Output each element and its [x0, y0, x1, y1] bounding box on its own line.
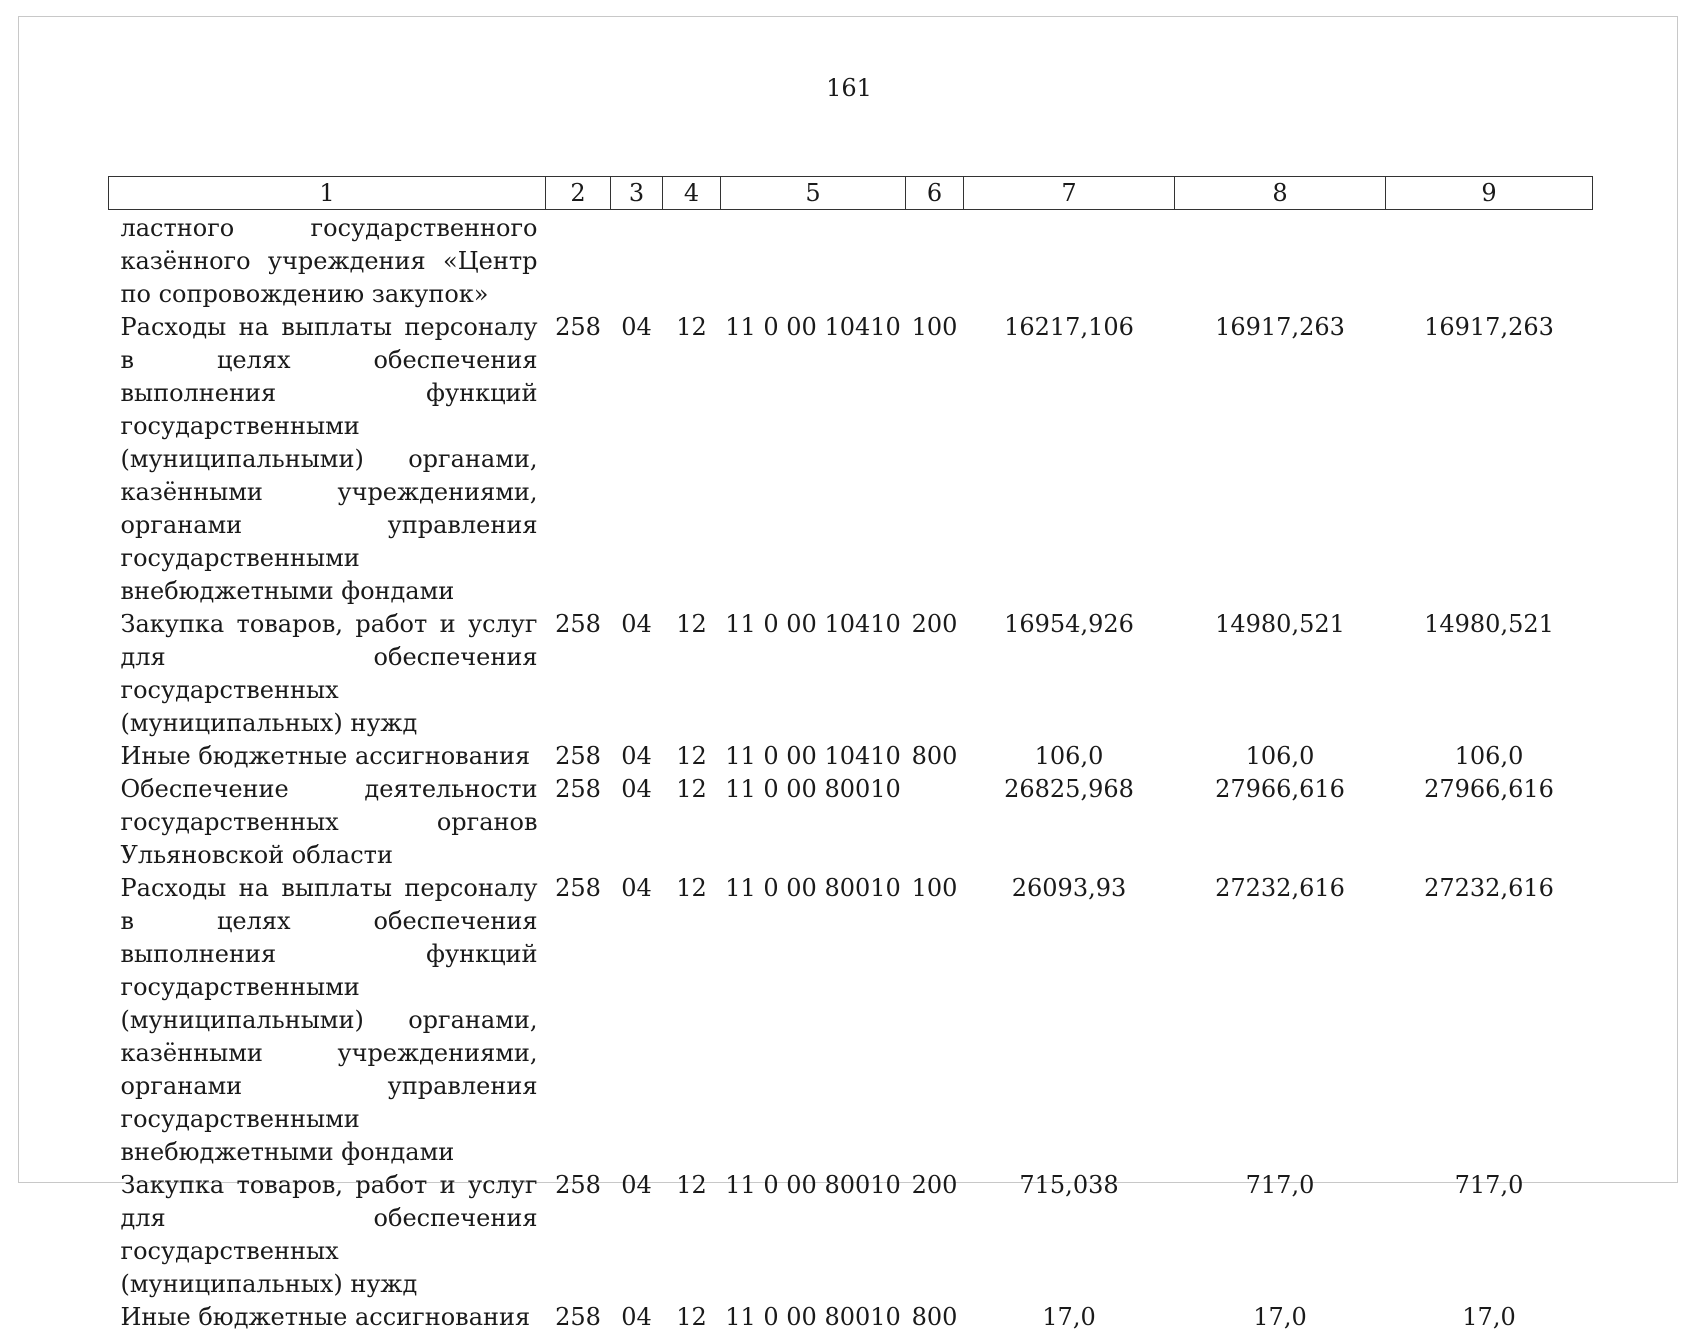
value-year-2 [1175, 210, 1386, 312]
table-row [109, 1301, 1593, 1334]
table-row [109, 210, 1593, 312]
value-year-1: 715,038 [964, 1169, 1175, 1301]
row-name: ластного государственного казённого учреждения «Центр по сопровождению закупок» [109, 210, 546, 312]
value-year-1: 26093,93 [964, 872, 1175, 1169]
rz-code: 258 [546, 740, 611, 773]
value-year-2: 27966,616 [1175, 773, 1386, 872]
csr-code-target: 11 0 00 80010 [721, 1301, 906, 1334]
csr-code: 12 [663, 740, 721, 773]
pr-code: 04 [611, 872, 663, 1169]
table-body [109, 210, 1593, 1334]
column-header: 8 [1175, 177, 1386, 210]
table-row [109, 740, 1593, 773]
value-year-3 [1386, 210, 1593, 312]
value-year-3: 27966,616 [1386, 773, 1593, 872]
column-header: 6 [906, 177, 964, 210]
pr-code: 04 [611, 608, 663, 740]
rz-code: 258 [546, 1301, 611, 1334]
csr-code: 12 [663, 1301, 721, 1334]
value-year-3: 717,0 [1386, 1169, 1593, 1301]
vr-code: 100 [906, 311, 964, 608]
table-row [109, 872, 1593, 1169]
csr-code: 12 [663, 608, 721, 740]
value-year-2: 16917,263 [1175, 311, 1386, 608]
vr-code [906, 773, 964, 872]
vr-code: 800 [906, 740, 964, 773]
column-header: 1 [109, 177, 546, 210]
csr-code-target: 11 0 00 80010 [721, 773, 906, 872]
table-row [109, 311, 1593, 608]
value-year-3: 16917,263 [1386, 311, 1593, 608]
column-header: 7 [964, 177, 1175, 210]
table-row [109, 1169, 1593, 1301]
rz-code: 258 [546, 872, 611, 1169]
pr-code: 04 [611, 311, 663, 608]
vr-code: 100 [906, 872, 964, 1169]
table-row [109, 773, 1593, 872]
vr-code: 200 [906, 1169, 964, 1301]
vr-code [906, 210, 964, 312]
row-name: Иные бюджетные ассигнования [109, 740, 546, 773]
rz-code: 258 [546, 608, 611, 740]
row-name: Закупка товаров, работ и услуг для обеспечения государственных (муниципальных) нужд [109, 608, 546, 740]
value-year-2: 106,0 [1175, 740, 1386, 773]
csr-code-target: 11 0 00 80010 [721, 1169, 906, 1301]
csr-code: 12 [663, 311, 721, 608]
csr-code-target: 11 0 00 80010 [721, 872, 906, 1169]
pr-code: 04 [611, 773, 663, 872]
vr-code: 800 [906, 1301, 964, 1334]
value-year-2: 717,0 [1175, 1169, 1386, 1301]
value-year-1: 17,0 [964, 1301, 1175, 1334]
column-header: 4 [663, 177, 721, 210]
row-name: Расходы на выплаты персоналу в целях обеспечения выполнения функций государственными (муниципальными) органами, казёнными учреждениями, органами управления государственными внебюджетными фондами [109, 872, 546, 1169]
csr-code-target: 11 0 00 10410 [721, 311, 906, 608]
table-header-row [109, 177, 1593, 210]
csr-code-target [721, 210, 906, 312]
value-year-1 [964, 210, 1175, 312]
rz-code: 258 [546, 311, 611, 608]
column-header: 2 [546, 177, 611, 210]
value-year-2: 27232,616 [1175, 872, 1386, 1169]
page-number: 161 [0, 74, 1698, 102]
row-name: Расходы на выплаты персоналу в целях обеспечения выполнения функций государственными (муниципальными) органами, казёнными учреждениями, органами управления государственными внебюджетными фондами [109, 311, 546, 608]
csr-code: 12 [663, 773, 721, 872]
value-year-1: 106,0 [964, 740, 1175, 773]
pr-code [611, 210, 663, 312]
rz-code [546, 210, 611, 312]
column-header: 5 [721, 177, 906, 210]
csr-code: 12 [663, 1169, 721, 1301]
value-year-2: 17,0 [1175, 1301, 1386, 1334]
value-year-3: 14980,521 [1386, 608, 1593, 740]
value-year-1: 16217,106 [964, 311, 1175, 608]
column-header: 3 [611, 177, 663, 210]
table-row [109, 608, 1593, 740]
budget-table [108, 176, 1593, 1334]
value-year-1: 16954,926 [964, 608, 1175, 740]
pr-code: 04 [611, 1169, 663, 1301]
value-year-3: 17,0 [1386, 1301, 1593, 1334]
csr-code [663, 210, 721, 312]
value-year-3: 106,0 [1386, 740, 1593, 773]
csr-code-target: 11 0 00 10410 [721, 740, 906, 773]
rz-code: 258 [546, 773, 611, 872]
row-name: Иные бюджетные ассигнования [109, 1301, 546, 1334]
column-header: 9 [1386, 177, 1593, 210]
value-year-1: 26825,968 [964, 773, 1175, 872]
value-year-3: 27232,616 [1386, 872, 1593, 1169]
row-name: Обеспечение деятельности государственных органов Ульяновской области [109, 773, 546, 872]
csr-code-target: 11 0 00 10410 [721, 608, 906, 740]
vr-code: 200 [906, 608, 964, 740]
row-name: Закупка товаров, работ и услуг для обеспечения государственных (муниципальных) нужд [109, 1169, 546, 1301]
pr-code: 04 [611, 1301, 663, 1334]
value-year-2: 14980,521 [1175, 608, 1386, 740]
pr-code: 04 [611, 740, 663, 773]
rz-code: 258 [546, 1169, 611, 1301]
csr-code: 12 [663, 872, 721, 1169]
